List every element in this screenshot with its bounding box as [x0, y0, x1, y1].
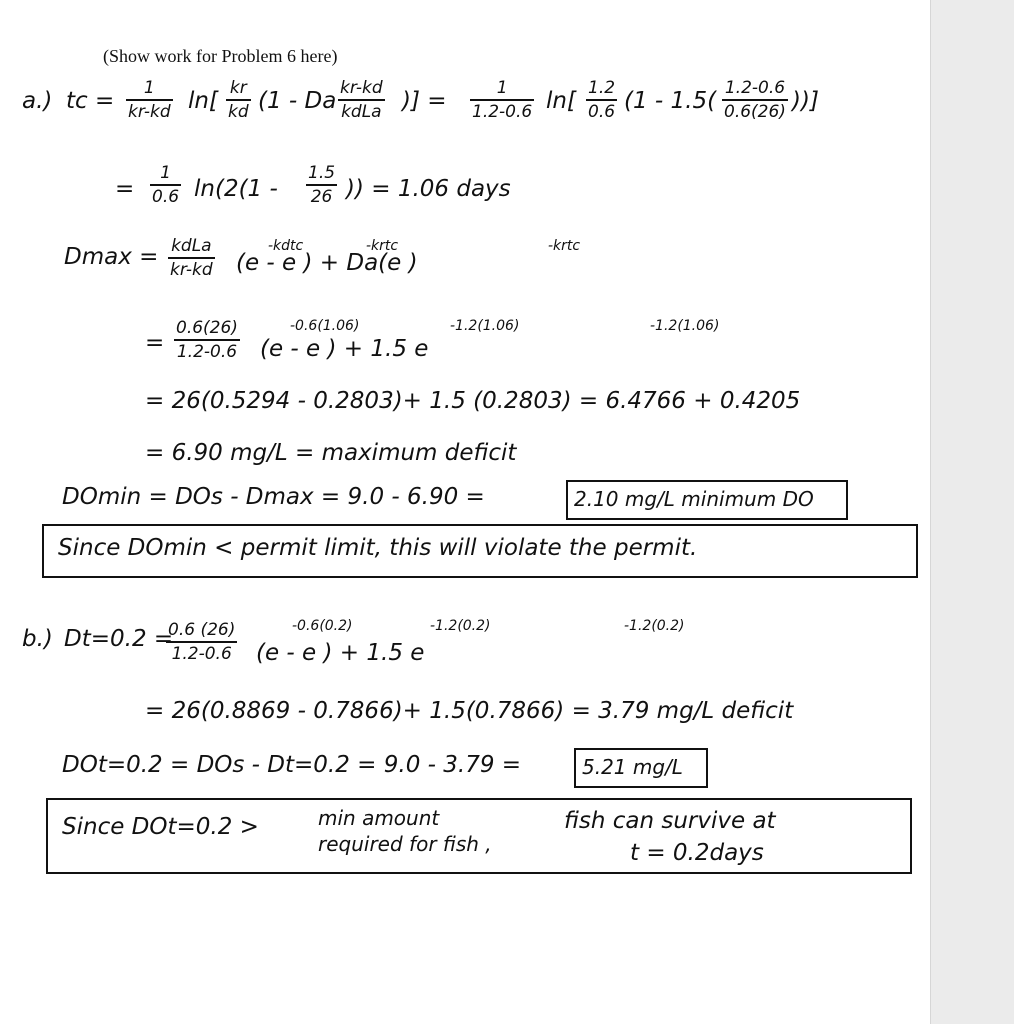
- dmax-exp-3: -krtc: [548, 238, 581, 254]
- domin-line: DOmin = DOs - Dmax = 9.0 - 6.90 =: [62, 484, 485, 510]
- tc-lhs: tc =: [66, 88, 115, 114]
- tc-frac-5: $\frac{1.2}{0.6}$: [588, 78, 616, 122]
- tc-frac-4: $\frac{1}{1.2-0.6}$: [472, 78, 533, 122]
- part-b-body: (e - e ) + 1.5 e: [256, 640, 425, 666]
- right-gutter-panel: [930, 0, 1014, 1024]
- tc-ln-open: ln[: [188, 88, 218, 114]
- tc-frac-1: $\frac{1}{kr-kd}$: [128, 78, 171, 122]
- conclusion-b-part-2a: min amount: [318, 806, 440, 830]
- dmax-frac: kdLa kr-kd: [170, 236, 213, 280]
- conclusion-b-part-1: Since DOt=0.2 >: [62, 814, 259, 840]
- sub-exp-3: -1.2(1.06): [650, 318, 720, 334]
- part-b-lhs: Dt=0.2 =: [64, 626, 174, 652]
- line2-end: )) = 1.06 days: [346, 176, 511, 202]
- problem-header: (Show work for Problem 6 here): [103, 46, 338, 66]
- do-line-b: DOt=0.2 = DOs - Dt=0.2 = 9.0 - 3.79 =: [62, 752, 522, 778]
- tc-close: )] =: [402, 88, 447, 114]
- dmax-exp-1: -kdtc: [268, 238, 304, 254]
- sub-eq: =: [145, 330, 165, 356]
- line2-frac: $\frac{1}{0.6}$: [152, 163, 180, 207]
- line2-eq: =: [115, 176, 135, 202]
- part-b-label: b.): [22, 626, 53, 652]
- tc-mid2: (1 - 1.5(: [624, 88, 717, 114]
- domin-boxed-answer: 2.10 mg/L minimum DO: [574, 487, 814, 511]
- part-b-frac: $\frac{0.6 (26)}{1.2-0.6}$: [168, 620, 236, 664]
- dmax-exp-2: -krtc: [366, 238, 399, 254]
- do-boxed-answer: 5.21 mg/L: [582, 755, 683, 779]
- sub-exp-2: -1.2(1.06): [450, 318, 520, 334]
- conclusion-b-part-2b: required for fish ,: [318, 832, 492, 856]
- conclusion-b-part-3a: fish can survive at: [564, 808, 776, 834]
- calc-line-a: = 26(0.5294 - 0.2803)+ 1.5 (0.2803) = 6.4766 + 0.4205: [145, 388, 801, 414]
- dmax-lhs: Dmax =: [64, 244, 159, 270]
- tc-frac-2: $\frac{kr}{kd}$: [228, 78, 249, 122]
- tc-frac-6: $\frac{1.2-0.6}{0.6(26)}$: [724, 78, 786, 122]
- dmax-body: (e - e ) + Da(e ): [236, 250, 418, 276]
- tc-ln2-open: ln[: [546, 88, 576, 114]
- sub-frac: $\frac{0.6(26)}{1.2-0.6}$: [176, 318, 238, 362]
- part-b-exp-1: -0.6(0.2): [292, 618, 353, 634]
- part-a-label: a.): [22, 88, 53, 114]
- part-b-exp-2: -1.2(0.2): [430, 618, 491, 634]
- tc-mid: (1 - Da: [258, 88, 337, 114]
- result-line-a: = 6.90 mg/L = maximum deficit: [145, 440, 517, 466]
- sub-body: (e - e ) + 1.5 e: [260, 336, 429, 362]
- part-b-exp-3: -1.2(0.2): [624, 618, 685, 634]
- sub-exp-1: -0.6(1.06): [290, 318, 360, 334]
- tc-close2: ))]: [792, 88, 819, 114]
- tc-frac-3: kr-kd kdLa: [340, 78, 383, 122]
- line2-mid: ln(2(1 -: [194, 176, 278, 202]
- conclusion-b-part-3b: t = 0.2days: [630, 840, 764, 866]
- calc-line-b: = 26(0.8869 - 0.7866)+ 1.5(0.7866) = 3.79 mg/L deficit: [145, 698, 794, 724]
- conclusion-a: Since DOmin < permit limit, this will violate the permit.: [58, 535, 698, 561]
- line2-frac2: $\frac{1.5}{26}$: [308, 163, 336, 207]
